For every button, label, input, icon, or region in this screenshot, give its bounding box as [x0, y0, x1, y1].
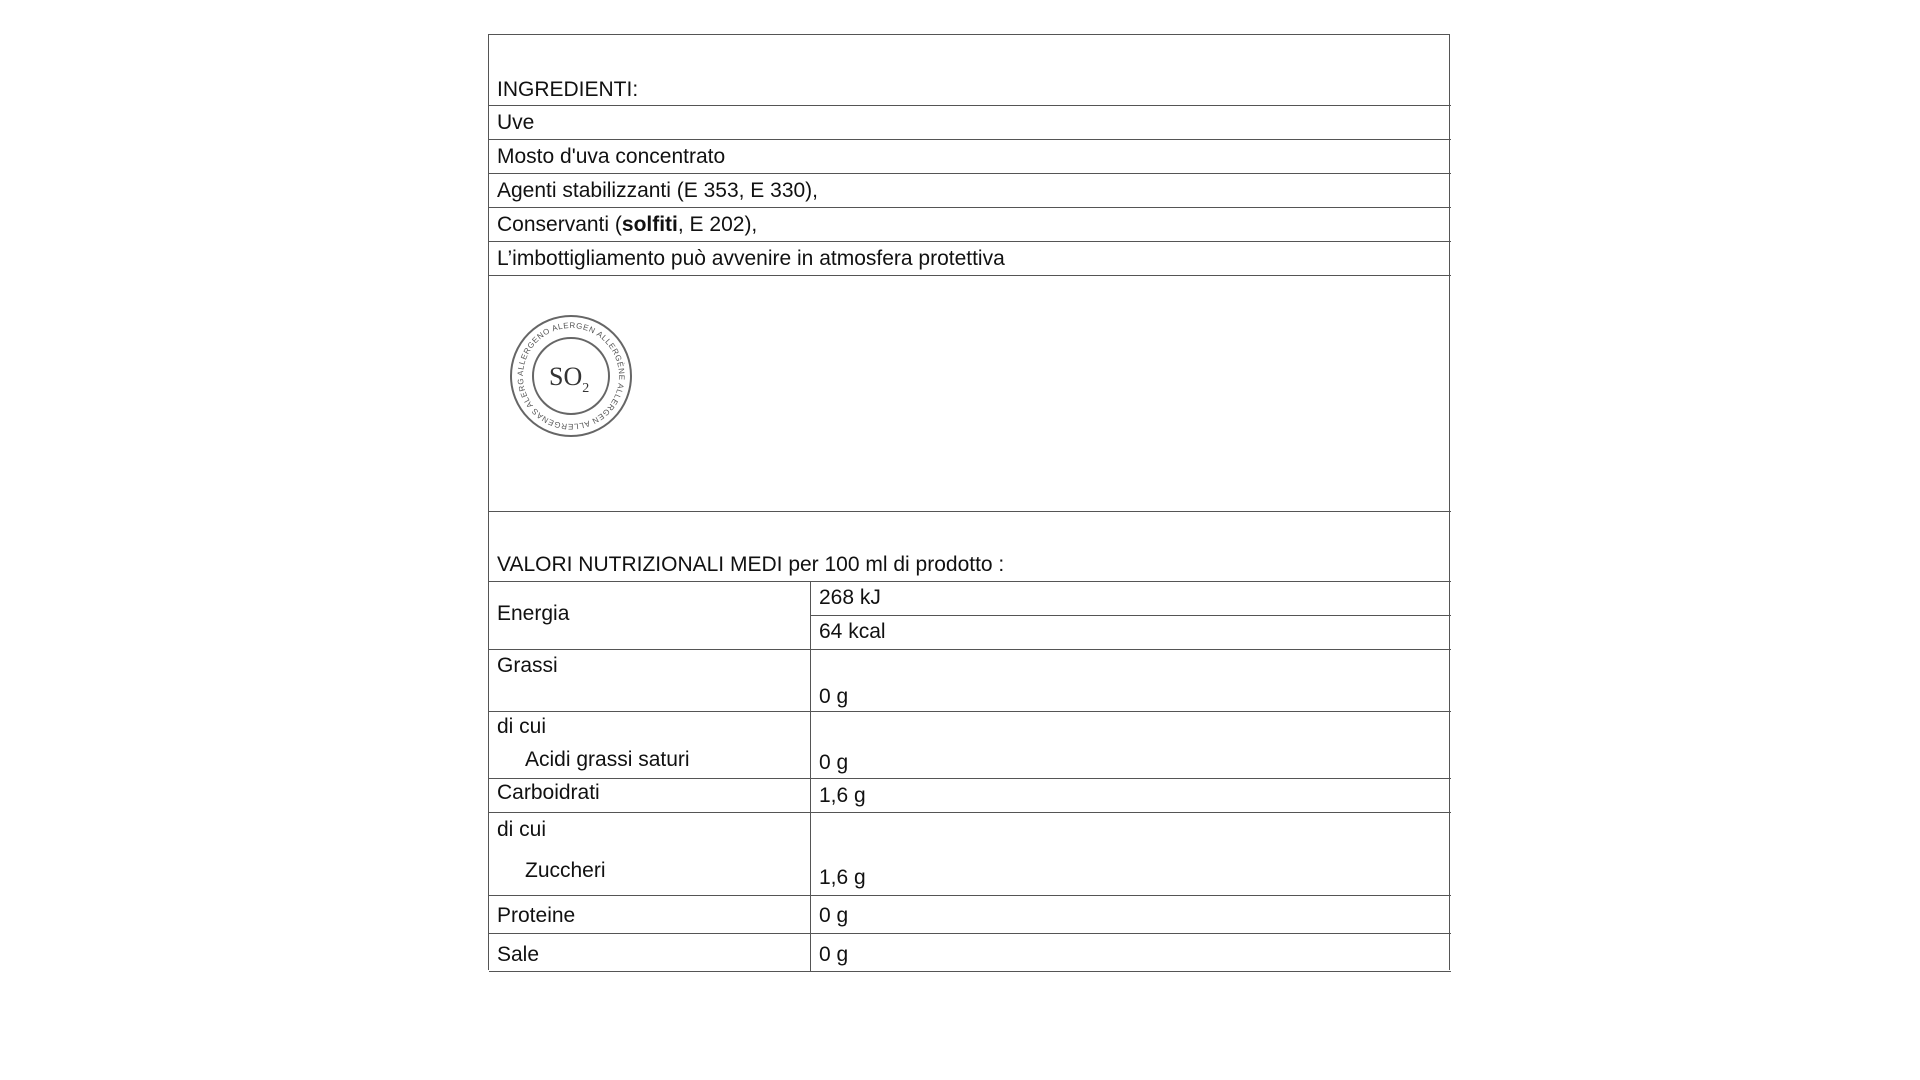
nutrient-value: 0 g: [819, 685, 849, 708]
nutrient-label: Sale: [497, 943, 540, 966]
nutrient-of-which: di cui: [497, 715, 547, 738]
so2-allergen-seal-icon: [509, 314, 633, 443]
energy-subdivider: [810, 615, 1451, 616]
nutrient-value: 0 g: [819, 904, 849, 927]
nutrient-label: Acidi grassi saturi: [525, 748, 690, 771]
preservatives-text: Conservanti (: [497, 213, 622, 236]
seal-ring-text: ALLERGENO ALERGEN ALLERGÈNE ALLERGEN ALLERGENAS ALERG: [515, 320, 627, 432]
nutrition-row-salt: [489, 934, 1451, 972]
nutrition-row-carbs: [489, 779, 1451, 813]
preservatives-text-end: , E 202),: [677, 213, 758, 236]
nutrient-value: 1,6 g: [819, 784, 866, 807]
ingredient-row: [489, 140, 1451, 174]
nutrient-label: Proteine: [497, 904, 576, 927]
nutrient-value: 64 kcal: [819, 620, 886, 643]
nutrition-row-sugars: [489, 813, 1451, 896]
nutrient-label: Carboidrati: [497, 781, 600, 804]
nutrient-value: 268 kJ: [819, 586, 881, 609]
nutrient-label: Grassi: [497, 654, 558, 677]
ingredient-row: [489, 208, 1451, 242]
ingredient-item: Uve: [497, 111, 535, 134]
label-sheet: [488, 34, 1450, 970]
nutrient-of-which: di cui: [497, 818, 547, 841]
nutrient-value: 1,6 g: [819, 866, 866, 889]
nutrition-column-divider: [810, 582, 811, 972]
ingredient-row: [489, 174, 1451, 208]
nutrition-header: VALORI NUTRIZIONALI MEDI per 100 ml di prodotto :: [497, 553, 1005, 576]
ingredient-item: Mosto d'uva concentrato: [497, 145, 726, 168]
allergen-seal-svg: [509, 314, 633, 438]
ingredient-item: Agenti stabilizzanti (E 353, E 330),: [497, 179, 819, 202]
allergen-area: [489, 276, 1451, 512]
seal-center-text: $SO_2$: [549, 362, 590, 396]
nutrient-value: 0 g: [819, 943, 849, 966]
nutrition-header-row: [489, 512, 1451, 582]
allergen-bold-text: solfiti: [621, 213, 678, 236]
ingredient-item: L’imbottigliamento può avvenire in atmosfera protettiva: [497, 247, 1005, 270]
ingredients-header-row: [489, 35, 1451, 106]
nutrition-row-protein: [489, 896, 1451, 934]
ingredient-item-preservatives: [497, 213, 757, 237]
ingredient-row: [489, 242, 1451, 276]
nutrient-value: 0 g: [819, 751, 849, 774]
nutrition-row-fat: [489, 650, 1451, 712]
nutrition-row-energy: [489, 582, 1451, 650]
nutrition-row-saturated: [489, 712, 1451, 779]
ingredient-row: [489, 106, 1451, 140]
ingredients-header: INGREDIENTI:: [497, 78, 639, 101]
nutrient-label: Energia: [497, 602, 570, 625]
nutrient-label: Zuccheri: [525, 859, 606, 882]
